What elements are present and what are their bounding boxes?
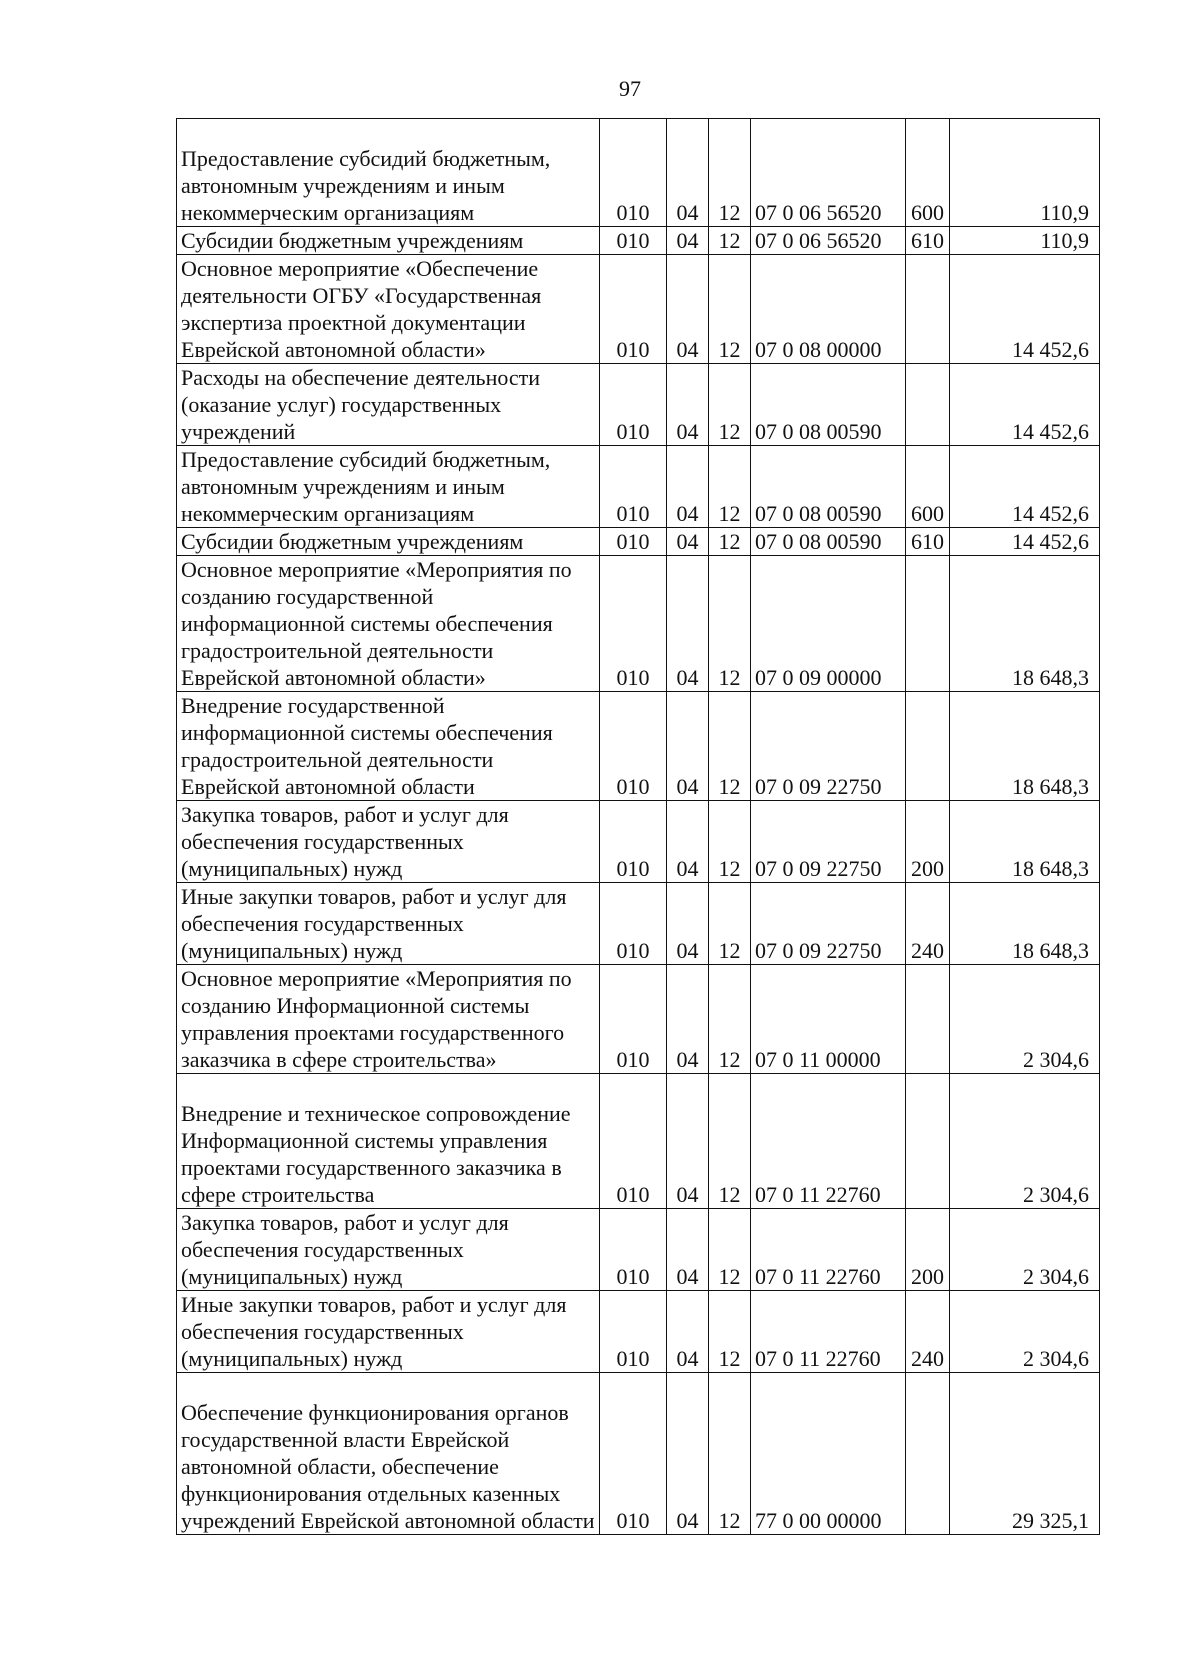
- amount-cell: 2 304,6: [950, 1291, 1100, 1373]
- table-row: [177, 883, 1100, 965]
- target-article-cell: 07 0 08 00590: [751, 364, 906, 446]
- expense-type-cell: [906, 255, 950, 364]
- subsection-code-cell: 12: [709, 692, 751, 801]
- table-row: [177, 446, 1100, 528]
- ministry-code-cell: 010: [600, 255, 667, 364]
- target-article-cell: 07 0 08 00590: [751, 528, 906, 556]
- amount-cell: 2 304,6: [950, 965, 1100, 1074]
- target-article-cell: 07 0 08 00000: [751, 255, 906, 364]
- row-name-cell: Обеспечение функционирования органов государственной власти Еврейской автономной области, обеспечение функционирования отдельных казенных учреждений Еврейской автономной области: [177, 1373, 600, 1535]
- table-row: [177, 556, 1100, 692]
- subsection-code-cell: 12: [709, 1373, 751, 1535]
- subsection-code-cell: 12: [709, 364, 751, 446]
- table-row: [177, 227, 1100, 255]
- table-row: [177, 801, 1100, 883]
- table-row: [177, 119, 1100, 227]
- row-name-cell: Внедрение и техническое сопровождение Информационной системы управления проектами государственного заказчика в сфере строительства: [177, 1074, 600, 1209]
- table-row: [177, 528, 1100, 556]
- amount-cell: 14 452,6: [950, 255, 1100, 364]
- target-article-cell: 07 0 11 22760: [751, 1209, 906, 1291]
- subsection-code-cell: 12: [709, 883, 751, 965]
- section-code-cell: 04: [667, 1291, 709, 1373]
- section-code-cell: 04: [667, 965, 709, 1074]
- amount-cell: 29 325,1: [950, 1373, 1100, 1535]
- target-article-cell: 07 0 06 56520: [751, 227, 906, 255]
- expense-type-cell: [906, 1074, 950, 1209]
- section-code-cell: 04: [667, 1074, 709, 1209]
- table-row: [177, 255, 1100, 364]
- section-code-cell: 04: [667, 883, 709, 965]
- row-name-cell: Субсидии бюджетным учреждениям: [177, 528, 600, 556]
- amount-cell: 14 452,6: [950, 528, 1100, 556]
- row-name-cell: Закупка товаров, работ и услуг для обеспечения государственных (муниципальных) нужд: [177, 801, 600, 883]
- ministry-code-cell: 010: [600, 692, 667, 801]
- subsection-code-cell: 12: [709, 965, 751, 1074]
- amount-cell: 2 304,6: [950, 1209, 1100, 1291]
- ministry-code-cell: 010: [600, 556, 667, 692]
- amount-cell: 18 648,3: [950, 692, 1100, 801]
- page-number: 97: [619, 76, 641, 101]
- expense-type-cell: [906, 965, 950, 1074]
- target-article-cell: 07 0 09 00000: [751, 556, 906, 692]
- subsection-code-cell: 12: [709, 227, 751, 255]
- ministry-code-cell: 010: [600, 119, 667, 227]
- row-name-cell: Иные закупки товаров, работ и услуг для обеспечения государственных (муниципальных) нужд: [177, 883, 600, 965]
- row-name-cell: Расходы на обеспечение деятельности (оказание услуг) государственных учреждений: [177, 364, 600, 446]
- section-code-cell: 04: [667, 364, 709, 446]
- row-name-cell: Основное мероприятие «Обеспечение деятельности ОГБУ «Государственная экспертиза проектной документации Еврейской автономной области»: [177, 255, 600, 364]
- amount-cell: 110,9: [950, 227, 1100, 255]
- row-name-cell: Иные закупки товаров, работ и услуг для обеспечения государственных (муниципальных) нужд: [177, 1291, 600, 1373]
- section-code-cell: 04: [667, 801, 709, 883]
- table-row: [177, 965, 1100, 1074]
- amount-cell: 18 648,3: [950, 556, 1100, 692]
- amount-cell: 14 452,6: [950, 364, 1100, 446]
- expense-type-cell: 240: [906, 883, 950, 965]
- row-name-cell: Основное мероприятие «Мероприятия по созданию Информационной системы управления проектами государственного заказчика в сфере строительства»: [177, 965, 600, 1074]
- section-code-cell: 04: [667, 1373, 709, 1535]
- ministry-code-cell: 010: [600, 883, 667, 965]
- section-code-cell: 04: [667, 255, 709, 364]
- amount-cell: 14 452,6: [950, 446, 1100, 528]
- row-name-cell: Внедрение государственной информационной системы обеспечения градостроительной деятельности Еврейской автономной области: [177, 692, 600, 801]
- section-code-cell: 04: [667, 556, 709, 692]
- expense-type-cell: [906, 556, 950, 692]
- expense-type-cell: [906, 692, 950, 801]
- subsection-code-cell: 12: [709, 119, 751, 227]
- amount-cell: 2 304,6: [950, 1074, 1100, 1209]
- target-article-cell: 07 0 08 00590: [751, 446, 906, 528]
- subsection-code-cell: 12: [709, 446, 751, 528]
- section-code-cell: 04: [667, 119, 709, 227]
- expense-type-cell: 610: [906, 227, 950, 255]
- section-code-cell: 04: [667, 227, 709, 255]
- expense-type-cell: 200: [906, 1209, 950, 1291]
- expense-type-cell: 600: [906, 119, 950, 227]
- row-name-cell: Основное мероприятие «Мероприятия по созданию государственной информационной системы обеспечения градостроительной деятельности Еврейской автономной области»: [177, 556, 600, 692]
- row-name-cell: Предоставление субсидий бюджетным, автономным учреждениям и иным некоммерческим организациям: [177, 119, 600, 227]
- table-row: [177, 1291, 1100, 1373]
- amount-cell: 18 648,3: [950, 801, 1100, 883]
- subsection-code-cell: 12: [709, 1074, 751, 1209]
- target-article-cell: 07 0 06 56520: [751, 119, 906, 227]
- row-name-cell: Закупка товаров, работ и услуг для обеспечения государственных (муниципальных) нужд: [177, 1209, 600, 1291]
- target-article-cell: 07 0 11 22760: [751, 1074, 906, 1209]
- subsection-code-cell: 12: [709, 528, 751, 556]
- table-row: [177, 1209, 1100, 1291]
- ministry-code-cell: 010: [600, 1291, 667, 1373]
- ministry-code-cell: 010: [600, 801, 667, 883]
- target-article-cell: 07 0 11 22760: [751, 1291, 906, 1373]
- expense-type-cell: 240: [906, 1291, 950, 1373]
- ministry-code-cell: 010: [600, 965, 667, 1074]
- subsection-code-cell: 12: [709, 1291, 751, 1373]
- expense-type-cell: 610: [906, 528, 950, 556]
- target-article-cell: 07 0 09 22750: [751, 692, 906, 801]
- amount-cell: 110,9: [950, 119, 1100, 227]
- expense-type-cell: [906, 1373, 950, 1535]
- ministry-code-cell: 010: [600, 446, 667, 528]
- section-code-cell: 04: [667, 1209, 709, 1291]
- budget-table: [176, 118, 1100, 1535]
- target-article-cell: 77 0 00 00000: [751, 1373, 906, 1535]
- ministry-code-cell: 010: [600, 1074, 667, 1209]
- row-name-cell: Субсидии бюджетным учреждениям: [177, 227, 600, 255]
- table-row: [177, 1074, 1100, 1209]
- table-row: [177, 364, 1100, 446]
- amount-cell: 18 648,3: [950, 883, 1100, 965]
- section-code-cell: 04: [667, 528, 709, 556]
- expense-type-cell: 600: [906, 446, 950, 528]
- table-body: [177, 119, 1100, 1535]
- subsection-code-cell: 12: [709, 801, 751, 883]
- subsection-code-cell: 12: [709, 255, 751, 364]
- section-code-cell: 04: [667, 692, 709, 801]
- ministry-code-cell: 010: [600, 364, 667, 446]
- ministry-code-cell: 010: [600, 528, 667, 556]
- ministry-code-cell: 010: [600, 227, 667, 255]
- subsection-code-cell: 12: [709, 1209, 751, 1291]
- expense-type-cell: 200: [906, 801, 950, 883]
- target-article-cell: 07 0 11 00000: [751, 965, 906, 1074]
- target-article-cell: 07 0 09 22750: [751, 883, 906, 965]
- ministry-code-cell: 010: [600, 1209, 667, 1291]
- section-code-cell: 04: [667, 446, 709, 528]
- table-row: [177, 1373, 1100, 1535]
- subsection-code-cell: 12: [709, 556, 751, 692]
- expense-type-cell: [906, 364, 950, 446]
- row-name-cell: Предоставление субсидий бюджетным, автономным учреждениям и иным некоммерческим организациям: [177, 446, 600, 528]
- target-article-cell: 07 0 09 22750: [751, 801, 906, 883]
- table-row: [177, 692, 1100, 801]
- ministry-code-cell: 010: [600, 1373, 667, 1535]
